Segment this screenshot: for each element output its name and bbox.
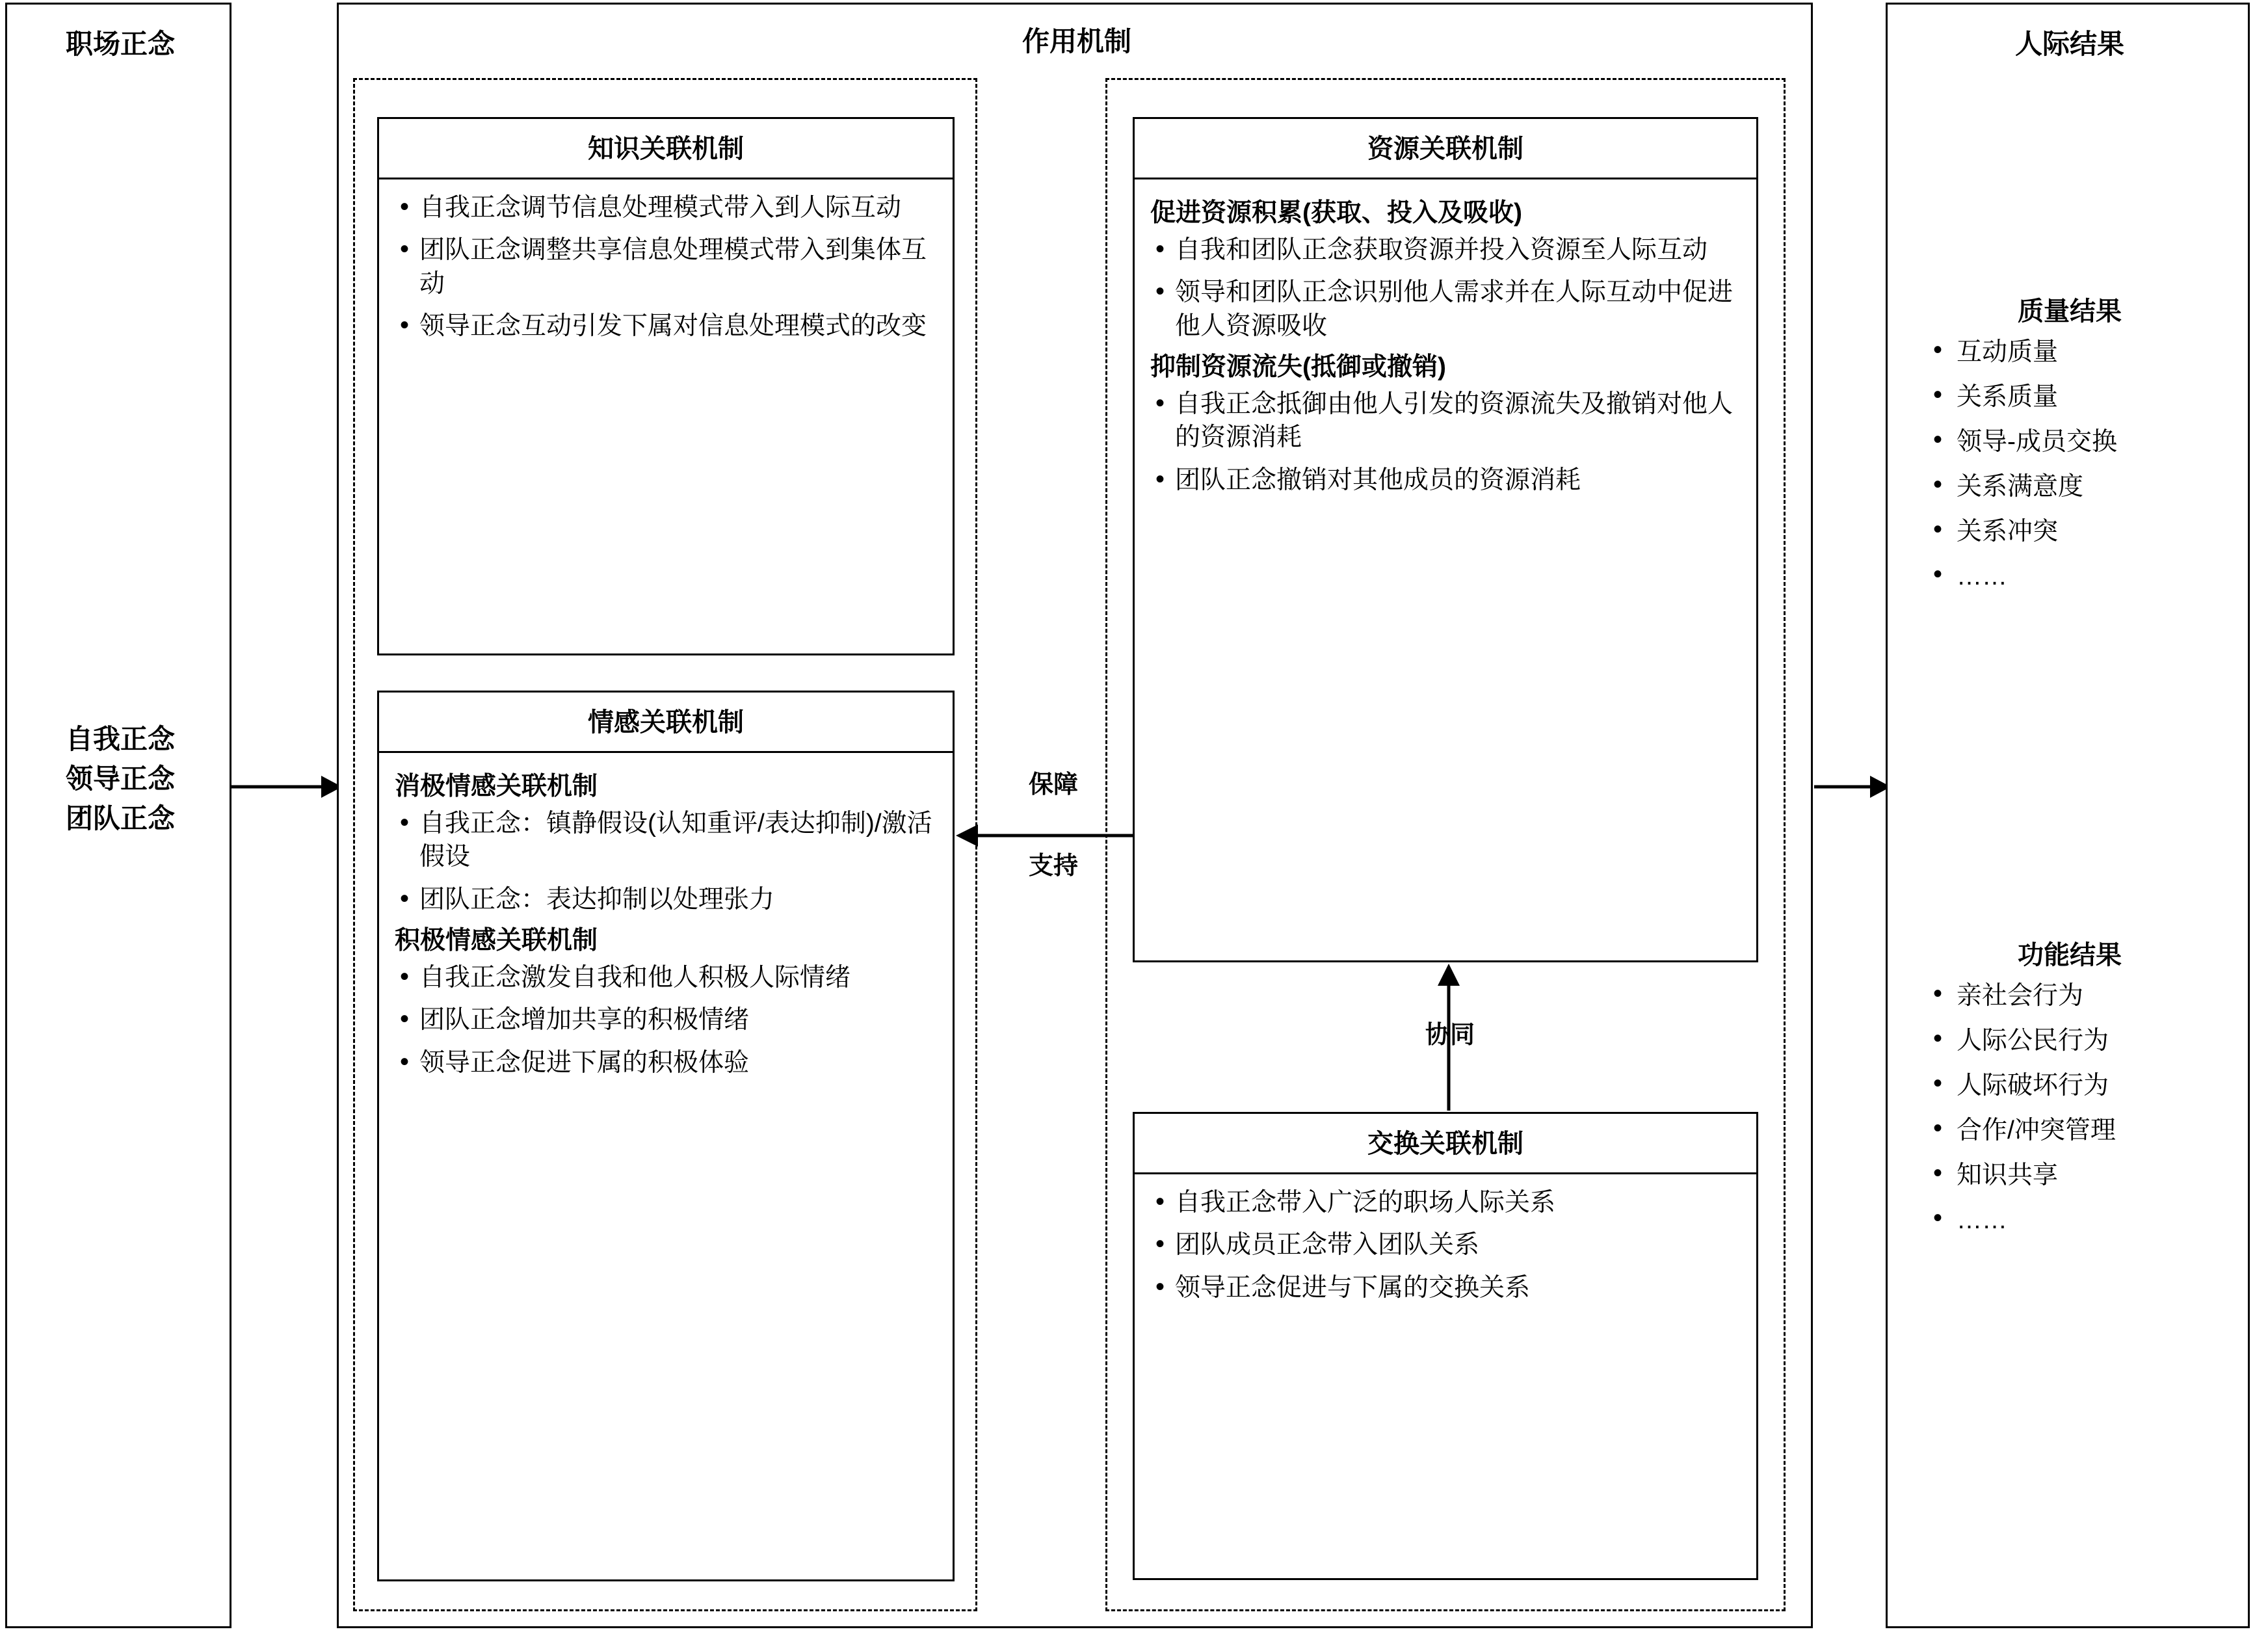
function-outcomes-head: 功能结果 [2018, 941, 2122, 970]
list-item: • 关系冲突 [1933, 519, 2252, 544]
list-item: • 关系质量 [1933, 384, 2252, 410]
function-outcomes-group [1888, 934, 2252, 1252]
exchange-bullet-list [1150, 1186, 1741, 1304]
list-item: • 团队成员正念带入团队关系 [1150, 1228, 1741, 1261]
list-item: • 团队正念撤销对其他成员的资源消耗 [1150, 464, 1741, 497]
list-item: • 自我正念带入广泛的职场人际关系 [1150, 1186, 1741, 1219]
list-item: • 人际公民行为 [1933, 1028, 2252, 1053]
quality-outcomes-list [1888, 339, 2252, 589]
list-item: • 领导正念促进与下属的交换关系 [1150, 1271, 1741, 1304]
list-item: • 关系满意度 [1933, 474, 2252, 499]
exchange-mechanism-box [1133, 1112, 1758, 1580]
list-item: • 自我正念：镇静假设(认知重评/表达抑制)/激活假设 [395, 807, 937, 874]
connector-label-support-1: 保障 [1028, 771, 1078, 798]
connector-label-synergy: 协同 [1425, 1022, 1475, 1049]
mindfulness-types-label [7, 720, 233, 839]
list-item: • 自我正念抵御由他人引发的资源流失及撤销对他人的资源消耗 [1150, 388, 1741, 455]
connector-label-support-2: 支持 [1028, 852, 1078, 880]
knowledge-mechanism-title: 知识关联机制 [379, 119, 953, 179]
list-item: • 知识共享 [1933, 1163, 2252, 1188]
positive-emotion-list [395, 961, 937, 1079]
interpersonal-outcomes-title: 人际结果 [2014, 29, 2124, 59]
negative-emotion-list [395, 807, 937, 916]
resource-mechanism-title: 资源关联机制 [1135, 119, 1756, 179]
resource-gain-list [1150, 233, 1741, 343]
exchange-mechanism-body [1135, 1174, 1756, 1320]
resource-mechanism-body [1135, 179, 1756, 512]
resource-loss-list [1150, 388, 1741, 497]
knowledge-mechanism-box [377, 117, 955, 655]
center-title: 作用机制 [1022, 26, 1131, 57]
resource-gain-head: 促进资源积累(获取、投入及吸收) [1150, 199, 1522, 227]
positive-emotion-head: 积极情感关联机制 [395, 927, 598, 955]
right-outcomes-box [1886, 3, 2250, 1628]
list-item: • 团队正念调整共享信息处理模式带入到集体互动 [395, 233, 937, 300]
negative-emotion-head: 消极情感关联机制 [395, 772, 598, 800]
list-item: • 亲社会行为 [1933, 983, 2252, 1009]
quality-outcomes-group [1888, 291, 2252, 609]
arrow-center-to-right [1814, 767, 1891, 806]
list-item: • 团队正念增加共享的积极情绪 [395, 1003, 937, 1036]
emotion-mechanism-body [379, 753, 953, 1095]
list-item: • 团队正念：表达抑制以处理张力 [395, 883, 937, 916]
list-item: • …… [1933, 564, 2252, 589]
list-item: • 合作/冲突管理 [1933, 1118, 2252, 1143]
list-item: • 自我正念调节信息处理模式带入到人际互动 [395, 191, 937, 224]
list-item: • 人际破坏行为 [1933, 1073, 2252, 1098]
list-item: • 领导正念互动引发下属对信息处理模式的改变 [395, 310, 937, 343]
workplace-mindfulness-label: 职场正念 [65, 29, 175, 59]
resource-loss-head: 抑制资源流失(抵御或撤销) [1150, 353, 1446, 382]
quality-outcomes-head: 质量结果 [2018, 297, 2122, 326]
list-item: • 互动质量 [1933, 339, 2252, 365]
mindfulness-type-leader: 领导正念 [65, 763, 175, 794]
mindfulness-type-self: 自我正念 [65, 724, 175, 754]
emotion-mechanism-title: 情感关联机制 [379, 693, 953, 753]
list-item: • …… [1933, 1207, 2252, 1233]
mindfulness-type-team: 团队正念 [65, 802, 175, 834]
emotion-mechanism-box [377, 691, 955, 1581]
list-item: • 自我和团队正念获取资源并投入资源至人际互动 [1150, 233, 1741, 267]
list-item: • 自我正念激发自我和他人积极人际情绪 [395, 961, 937, 994]
left-column-box [5, 3, 231, 1628]
knowledge-mechanism-body [379, 179, 953, 359]
list-item: • 领导-成员交换 [1933, 429, 2252, 455]
function-outcomes-list [1888, 983, 2252, 1233]
list-item: • 领导和团队正念识别他人需求并在人际互动中促进他人资源吸收 [1150, 276, 1741, 343]
list-item: • 领导正念促进下属的积极体验 [395, 1046, 937, 1079]
exchange-mechanism-title: 交换关联机制 [1135, 1114, 1756, 1174]
resource-mechanism-box [1133, 117, 1758, 962]
knowledge-bullet-list [395, 191, 937, 343]
arrow-left-to-center [231, 767, 342, 806]
